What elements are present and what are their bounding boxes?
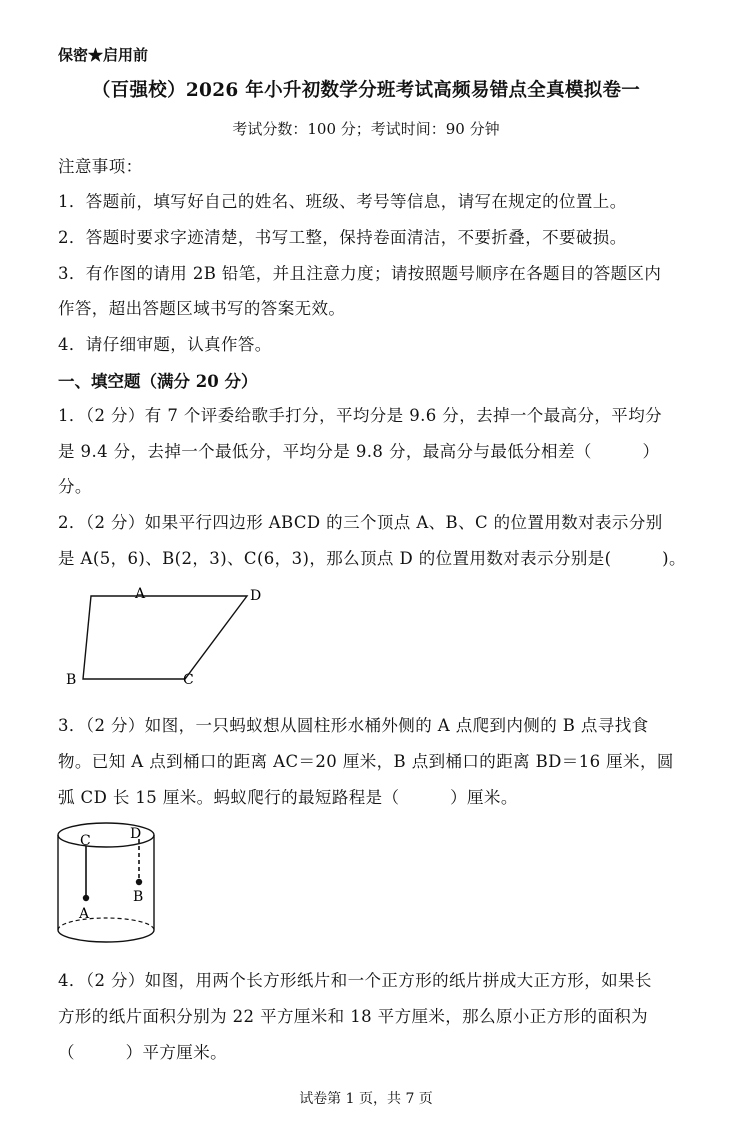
point-b [136,879,142,885]
parallelogram-figure [55,580,285,692]
point-label-a: A [79,906,90,922]
vertex-label-b: B [66,672,77,688]
question-4-line: 方形的纸片面积分别为 22 平方厘米和 18 平方厘米，那么原小正方形的面积为 [58,1007,649,1026]
notice-item: 2．答题时要求字迹清楚，书写工整，保持卷面清洁，不要折叠，不要破损。 [58,228,627,247]
section-heading-fill-blank: 一、填空题（满分 20 分） [58,372,258,391]
point-a [83,895,89,901]
exam-info: 考试分数：100 分；考试时间：90 分钟 [232,120,500,138]
notice-item-continued: 作答，超出答题区域书写的答案无效。 [58,299,346,318]
question-2-line: 2．（2 分）如果平行四边形 ABCD 的三个顶点 A、B、C 的位置用数对表示分别 [58,513,663,532]
vertex-label-c: C [183,672,194,688]
vertex-label-a: A [135,586,146,602]
point-label-b: B [133,889,144,905]
bucket-bottom-back [58,918,154,930]
exam-title: （百强校）2026 年小升初数学分班考试高频易错点全真模拟卷一 [91,80,641,101]
question-4-line: 4．（2 分）如图，用两个长方形纸片和一个正方形的纸片拼成大正方形，如果长 [58,971,652,990]
notice-item: 1．答题前，填写好自己的姓名、班级、考号等信息，请写在规定的位置上。 [58,192,627,211]
point-label-d: D [130,826,142,842]
point-label-c: C [80,833,91,849]
question-2-line: 是 A(5，6)、B(2，3)、C(6，3)，那么顶点 D 的位置用数对表示分别是( )。 [58,549,686,568]
bucket-bottom-front [58,930,154,942]
question-3-line: 3．（2 分）如图，一只蚂蚁想从圆柱形水桶外侧的 A 点爬到内侧的 B 点寻找食 [58,716,649,735]
question-3-line: 物。已知 A 点到桶口的距离 AC＝20 厘米，B 点到桶口的距离 BD＝16 厘米，圆 [58,752,674,771]
notice-item: 4．请仔细审题，认真作答。 [58,335,272,354]
question-4-line: （ ）平方厘米。 [58,1043,227,1062]
question-3-line: 弧 CD 长 15 厘米。蚂蚁爬行的最短路程是（ ）厘米。 [58,788,518,807]
notice-item: 3．有作图的请用 2B 铅笔，并且注意力度；请按照题号顺序在各题目的答题区内 [58,264,662,283]
confidential-mark: 保密★启用前 [58,46,149,64]
vertex-label-d: D [250,588,262,604]
page-footer: 试卷第 1 页，共 7 页 [299,1091,433,1107]
question-1-line: 是 9.4 分，去掉一个最低分，平均分是 9.8 分，最高分与最低分相差（ ） [58,442,660,461]
cylinder-bucket-figure [50,815,170,955]
question-1-line: 分。 [58,477,92,496]
parallelogram-shape [83,596,247,679]
question-1-line: 1．（2 分）有 7 个评委给歌手打分，平均分是 9.6 分，去掉一个最高分，平均分 [58,406,663,425]
notice-heading: 注意事项： [58,157,143,176]
